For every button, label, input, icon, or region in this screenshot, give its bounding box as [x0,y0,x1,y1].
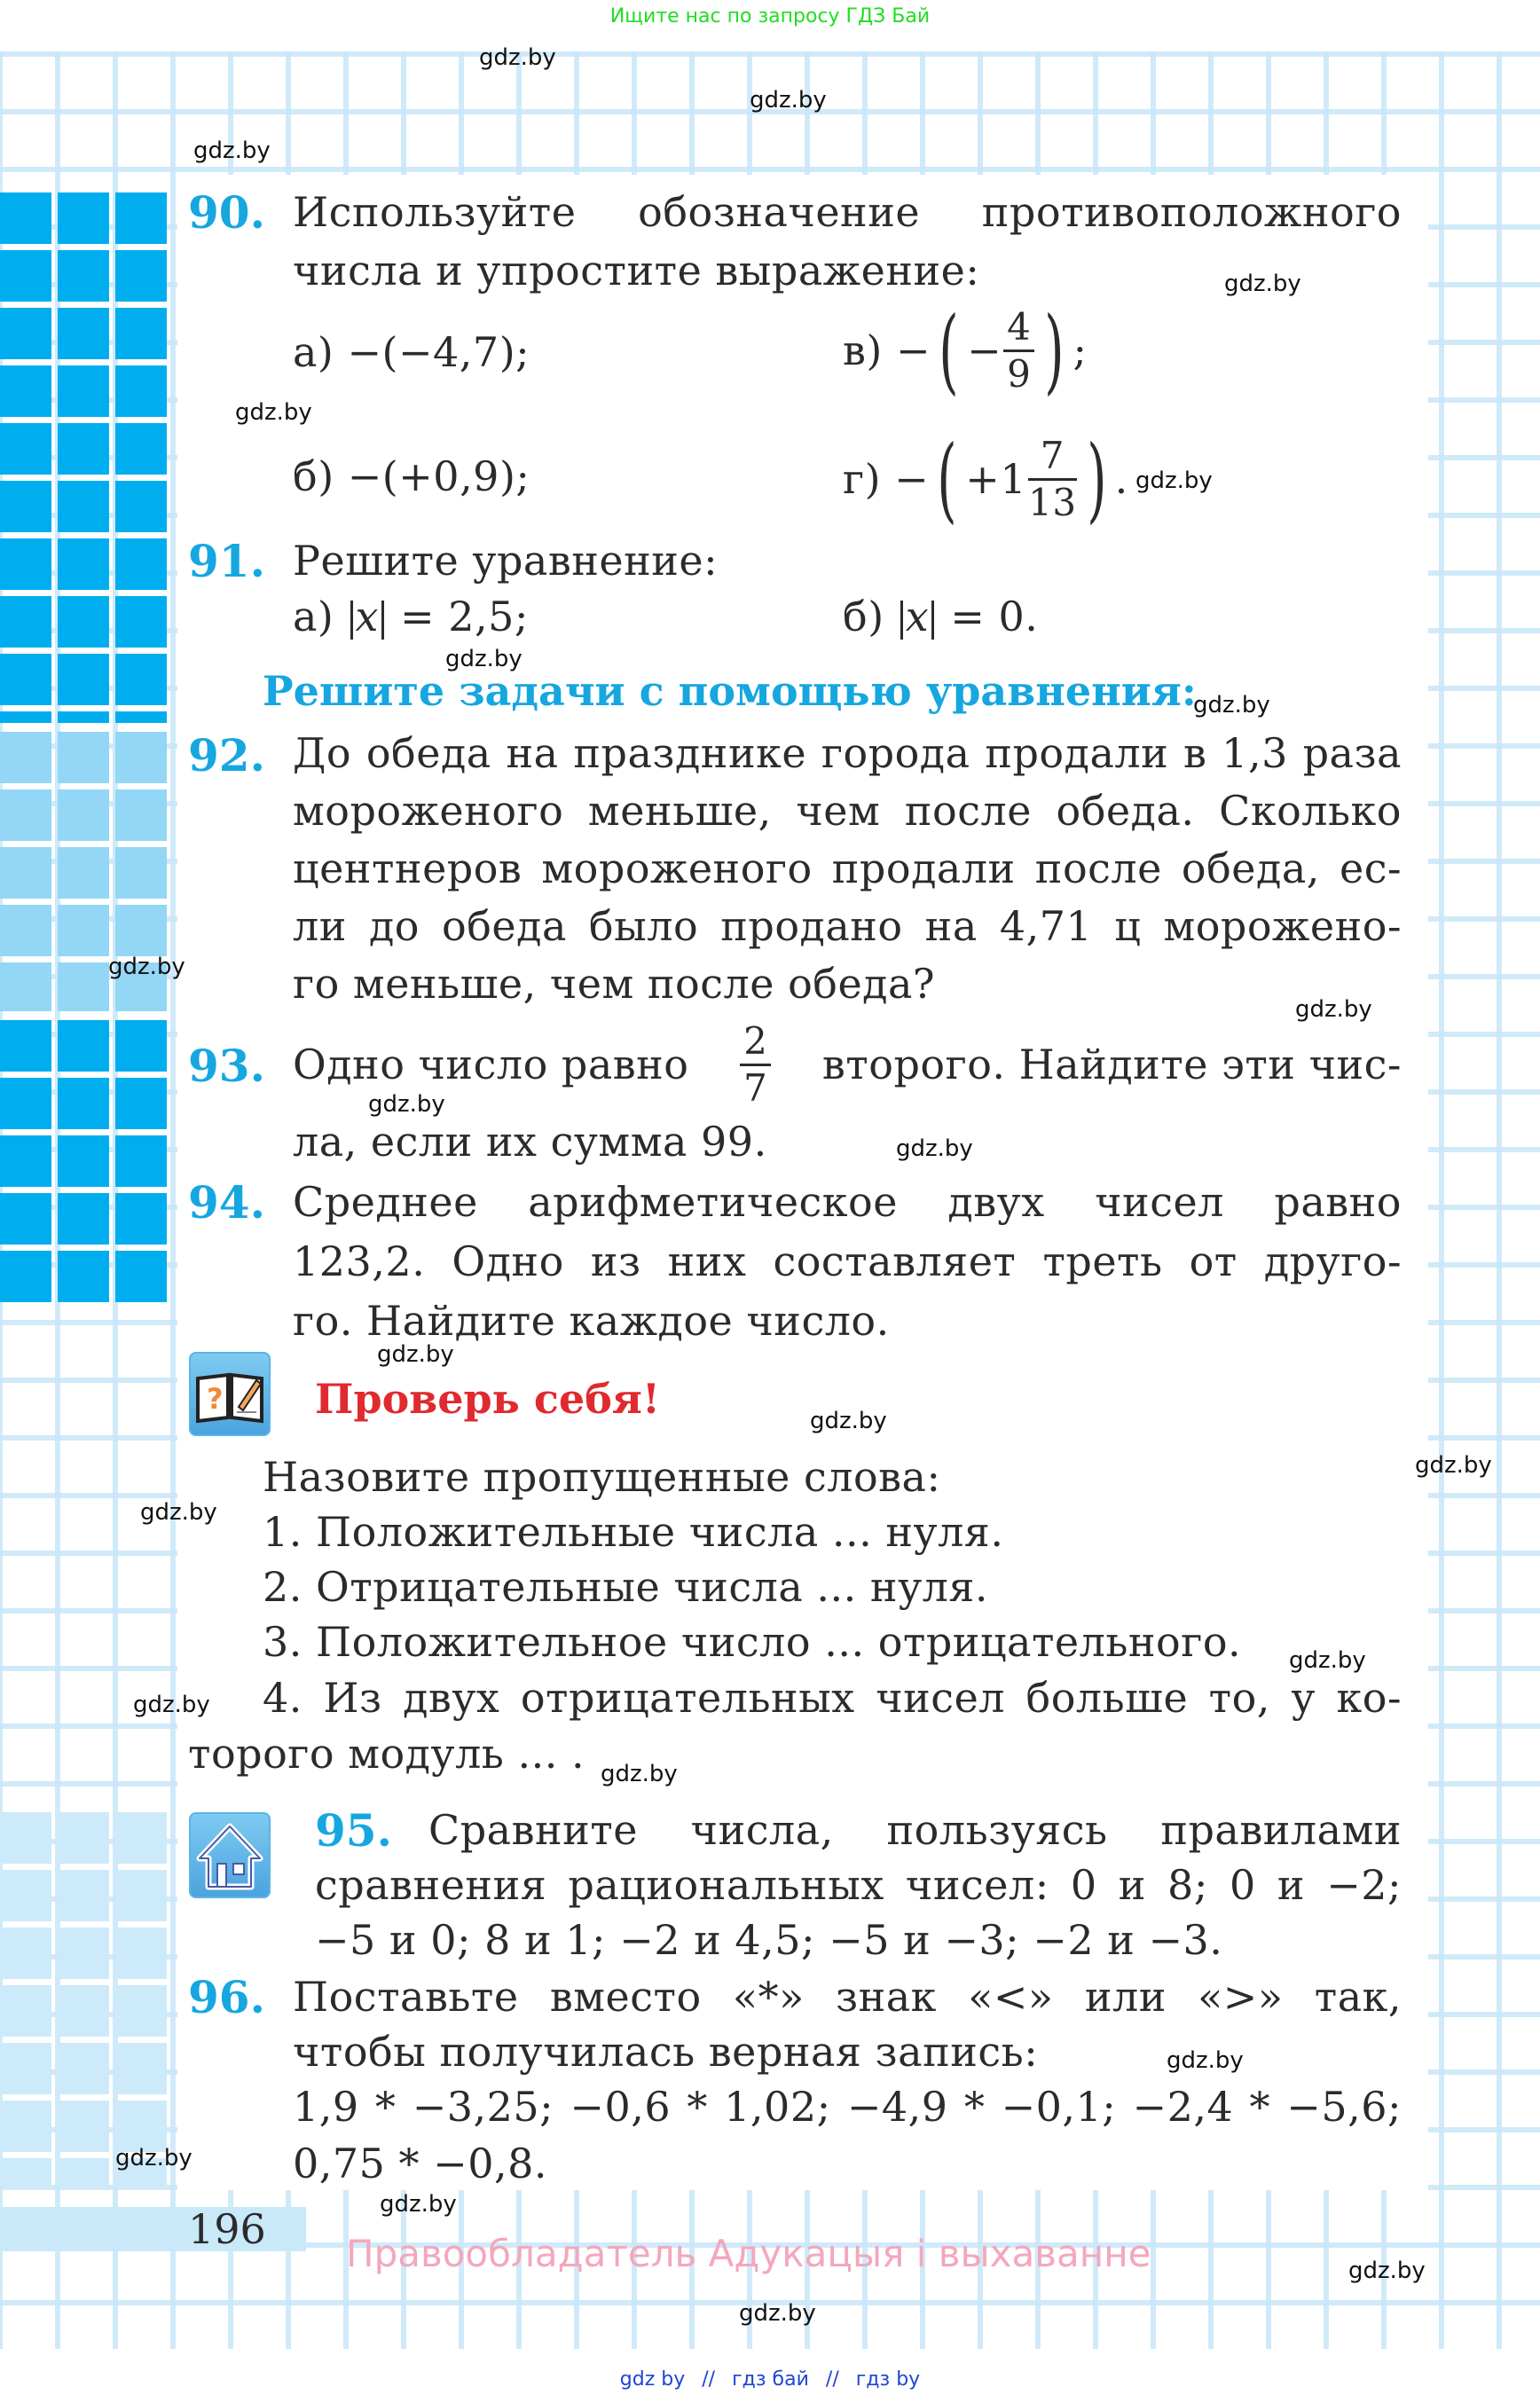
grid-square [58,538,109,590]
grid-square [0,1193,51,1245]
grid-square [58,1985,109,2037]
text: Одно число равно [293,1041,689,1088]
watermark: gdz.by [479,44,556,71]
grid-square [115,1135,167,1187]
grid-square [58,308,109,359]
grid-square [115,711,167,723]
numerator: 4 [1003,309,1034,352]
section-heading: Решите задачи с помощью уравнения: [263,667,1197,715]
abs-bar [931,601,934,640]
fraction [1003,304,1034,396]
task-number-91: 91. [188,535,265,587]
grid-square [115,1870,167,1921]
grid-square [115,1251,167,1302]
task-94-line: 123,2. Одно из них составляет треть от друго- [293,1237,1402,1285]
homework-icon [189,1812,271,1898]
house-icon [189,1812,271,1898]
grid-square [0,2043,51,2094]
grid-square [115,538,167,590]
grid-square [58,1251,109,1302]
watermark: gdz.by [133,1692,210,1718]
watermark: gdz.by [115,2145,192,2171]
word: обозначение [638,188,921,236]
grid-square [58,1812,109,1864]
search-banner: Ищите нас по запросу ГДЗ Бай [609,5,931,27]
watermark: gdz.by [1295,996,1372,1023]
minus-sign: − [895,326,931,374]
check-item: 4. Из двух отрицательных чисел больше то, у ко- [263,1674,1402,1722]
task-94-line: Среднее арифметическое двух чисел равно [293,1178,1402,1226]
grid-square [0,1251,51,1302]
grid-square [0,654,51,705]
denominator: 13 [1028,480,1077,524]
grid-square [58,732,109,783]
grid-square [58,654,109,705]
item-label: б) [843,593,884,640]
task-90-line-1 [293,188,1402,236]
grid-square [0,481,51,532]
right-paren: ) [1086,425,1107,533]
item-expression: −(−4,7); [347,328,530,376]
check-yourself-title: Проверь себя! [315,1375,661,1423]
footer-separator: // [702,2368,716,2391]
check-item: 2. Отрицательные числа ... нуля. [263,1563,989,1611]
item-expression: = 0. [950,593,1039,640]
grid-square [115,732,167,783]
watermark: gdz.by [1348,2258,1426,2284]
grid-square [115,789,167,841]
grid-square [58,481,109,532]
grid-square [58,1020,109,1072]
grid-square [58,789,109,841]
grid-square [0,192,51,244]
book-question-icon [189,1352,271,1436]
grid-square [0,732,51,783]
grid-square [58,1193,109,1245]
grid-square [58,2043,109,2094]
grid-square [0,962,51,1011]
grid-square [0,250,51,302]
watermark: gdz.by [193,137,271,164]
task-90-item-v [843,297,1087,404]
grid-square [0,905,51,956]
item-expression: = 2,5; [400,593,529,640]
watermark: gdz.by [445,646,522,672]
grid-square [58,711,109,723]
grid-square [58,250,109,302]
watermark: gdz.by [1289,1647,1366,1674]
task-92-line: мороженого меньше, чем после обеда. Сколько [293,787,1402,835]
watermark: gdz.by [140,1499,217,1526]
denominator: 9 [1007,351,1032,396]
footer-link-gdz-by[interactable]: gdz by [619,2368,686,2391]
task-95-line: сравнения рациональных чисел: 0 и 8; 0 и −2; [315,1861,1402,1909]
page-number: 196 [188,2205,266,2253]
task-90-item-b [293,452,530,500]
task-number-90: 90. [188,186,265,239]
word: Используйте [293,188,577,236]
task-92-line: центнеров мороженого продали после обеда, ес- [293,844,1402,892]
grid-square [0,1985,51,2037]
grid-square [0,538,51,590]
minus-sign: − [894,455,930,503]
task-number-94: 94. [188,1176,265,1229]
task-90-item-g [843,426,1128,532]
watermark: gdz.by [377,1341,454,1368]
grid-square [58,2101,109,2152]
grid-square [58,1928,109,1979]
grid-square [58,192,109,244]
watermark: gdz.by [1167,2047,1244,2074]
task-91-item-a [293,593,529,640]
task-92-line: ли до обеда было продано на 4,71 ц морожено- [293,902,1402,950]
copyright-notice: Правообладатель Адукацыя і выхаванне [346,2232,1151,2275]
grid-square [115,596,167,648]
grid-square [0,365,51,417]
grid-square [58,1135,109,1187]
grid-square [115,1078,167,1129]
watermark: gdz.by [1135,467,1213,494]
grid-square [0,1928,51,1979]
footer-link-gdz-by-cyr[interactable]: гдз by [855,2368,921,2391]
punctuation: ; [1072,326,1088,374]
grid-square [115,847,167,899]
task-96-line: 1,9 * −3,25; −0,6 * 1,02; −4,9 * −0,1; −2,4 * −5,6; [293,2083,1402,2131]
footer-links [0,2368,1540,2391]
grid-square [115,1020,167,1072]
grid-square [0,1135,51,1187]
numerator: 7 [1028,437,1076,481]
grid-square [0,308,51,359]
grid-square [115,905,167,956]
watermark: gdz.by [1224,271,1301,297]
task-96-line: Поставьте вместо «*» знак «<» или «>» так, [293,1973,1402,2021]
minus-sign: − [967,326,1002,374]
variable: x [905,593,930,640]
grid-square [0,1870,51,1921]
footer-link-gdz-bai[interactable]: гдз бай [732,2368,809,2391]
task-94-line: го. Найдите каждое число. [293,1297,890,1345]
punctuation: . [1114,455,1128,503]
svg-text:?: ? [207,1382,224,1416]
grid-square [58,1870,109,1921]
watermark: gdz.by [739,2300,816,2327]
grid-square [0,711,51,723]
grid-square [58,596,109,648]
grid-square [0,1812,51,1864]
denominator: 7 [743,1065,768,1110]
task-93-line-2: ла, если их сумма 99. [293,1118,767,1166]
grid-square [0,423,51,475]
grid-square [115,192,167,244]
check-item: 3. Положительное число ... отрицательного. [263,1618,1242,1666]
grid-square [0,1020,51,1072]
watermark: gdz.by [380,2191,457,2218]
watermark: gdz.by [368,1091,445,1118]
watermark: gdz.by [235,399,312,426]
word: противоположного [981,188,1402,236]
grid-square [115,1928,167,1979]
item-expression: −(+0,9); [347,452,530,500]
grid-square [58,962,109,1011]
grid-square [0,789,51,841]
whole-part: +1 [965,455,1027,503]
variable: x [355,593,379,640]
fraction [1028,433,1077,524]
grid-square [115,2043,167,2094]
grid-square [115,654,167,705]
task-92-line: го меньше, чем после обеда? [293,960,936,1008]
watermark: gdz.by [810,1408,887,1434]
text: второго. Найдите эти чис- [821,1041,1402,1088]
watermark: gdz.by [108,954,185,980]
task-95-line: Сравните числа, пользуясь правилами [428,1806,1402,1854]
grid-square [58,365,109,417]
grid-square [0,596,51,648]
task-96-line: 0,75 * −0,8. [293,2140,547,2187]
task-number-92: 92. [188,729,265,781]
task-90-item-a [293,328,530,376]
grid-square [0,847,51,899]
fraction [740,1018,771,1110]
abs-bar [381,601,384,640]
check-intro: Назовите пропущенные слова: [263,1453,941,1501]
grid-square [115,481,167,532]
item-label: г) [843,455,882,503]
task-91-item-b [843,593,1038,640]
task-number-96: 96. [188,1971,265,2023]
right-paren: ) [1044,296,1065,404]
abs-bar [350,601,353,640]
task-96-line: чтобы получилась верная запись: [293,2028,1039,2076]
check-item: 1. Положительные числа ... нуля. [263,1508,1004,1556]
watermark: gdz.by [1415,1452,1492,1479]
task-91-line-1: Решите уравнение: [293,537,719,585]
left-paren: ( [939,296,959,404]
numerator: 2 [740,1023,771,1066]
grid-square [115,308,167,359]
footer-separator: // [825,2368,839,2391]
grid-square [0,2101,51,2152]
grid-square [58,905,109,956]
grid-square [58,423,109,475]
task-95-line: −5 и 0; 8 и 1; −2 и 4,5; −5 и −3; −2 и −3. [315,1916,1223,1964]
task-number-95: 95. [315,1804,392,1857]
left-paren: ( [937,425,958,533]
grid-square [115,1193,167,1245]
grid-square [0,1078,51,1129]
watermark: gdz.by [750,87,827,114]
task-92-line: До обеда на празднике города продали в 1,3 раза [293,729,1402,777]
grid-square [115,1812,167,1864]
grid-square [58,2158,109,2187]
abs-bar [900,601,903,640]
grid-square [115,250,167,302]
grid-square [115,365,167,417]
task-93-line-1 [293,1020,1402,1109]
task-number-93: 93. [188,1040,265,1092]
grid-square [0,2158,51,2187]
task-90-line-2: числа и упростите выражение: [293,247,980,294]
watermark: gdz.by [896,1135,973,1162]
grid-square [115,1985,167,2037]
item-label: а) [293,328,334,376]
check-item-continuation: торого модуль ... . [188,1730,585,1778]
item-label: в) [843,326,883,374]
item-label: а) [293,593,334,640]
item-label: б) [293,452,334,500]
watermark: gdz.by [601,1761,678,1787]
grid-square [115,423,167,475]
grid-square [58,1078,109,1129]
grid-square [58,847,109,899]
check-yourself-icon [189,1352,271,1436]
watermark: gdz.by [1193,692,1270,719]
